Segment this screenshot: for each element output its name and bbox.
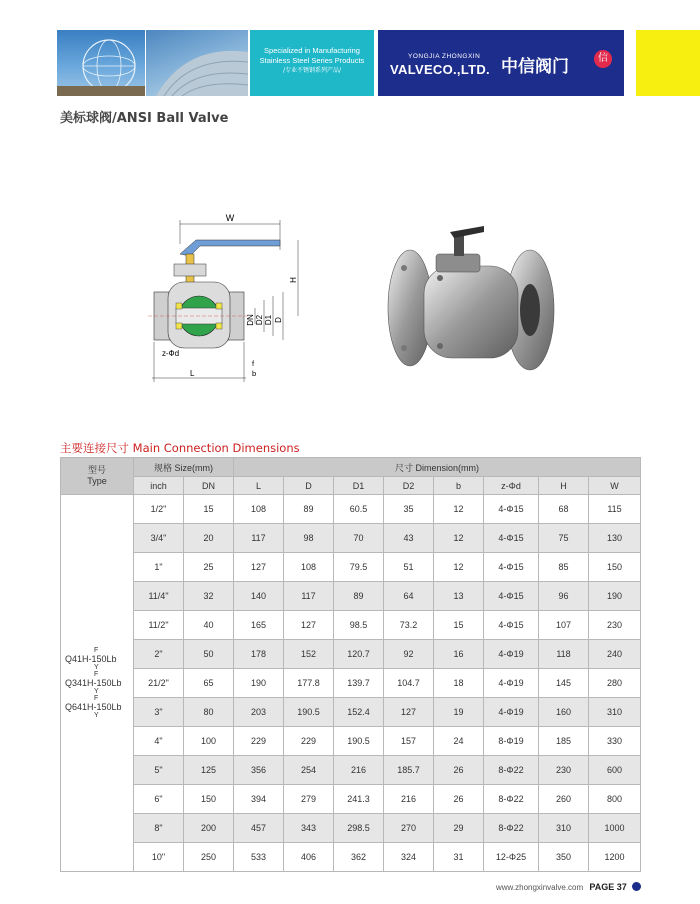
cell-dn: 80 — [184, 698, 234, 727]
brand-band — [378, 30, 624, 96]
label-d2: D2 — [255, 314, 264, 326]
table-row — [61, 785, 641, 814]
col-w: W — [589, 477, 641, 495]
cell-l: 165 — [234, 611, 284, 640]
table-row — [61, 843, 641, 872]
table-row — [61, 553, 641, 582]
label-d: D — [274, 317, 283, 323]
model-name: F Q341H-150Lb Y — [65, 671, 122, 695]
label-l: L — [190, 369, 195, 378]
valve-bonnet — [174, 264, 206, 276]
cell-zd: 4-Φ19 — [484, 640, 539, 669]
cell-d1: 216 — [334, 756, 384, 785]
cell-h: 107 — [539, 611, 589, 640]
type-header: 型号 Type — [61, 458, 134, 495]
cell-inch: 11/4" — [134, 582, 184, 611]
cell-zd: 12-Φ25 — [484, 843, 539, 872]
cell-d2: 324 — [384, 843, 434, 872]
cell-l: 108 — [234, 495, 284, 524]
cell-w: 330 — [589, 727, 641, 756]
header-photo-tank — [146, 30, 248, 96]
cell-inch: 4" — [134, 727, 184, 756]
table-row — [61, 524, 641, 553]
cell-zd: 4-Φ15 — [484, 553, 539, 582]
table-body — [61, 495, 641, 872]
cell-inch: 3" — [134, 698, 184, 727]
label-d1: D1 — [264, 314, 273, 326]
cell-d2: 35 — [384, 495, 434, 524]
cell-zd: 4-Φ15 — [484, 524, 539, 553]
cell-d2: 157 — [384, 727, 434, 756]
section-title: 主要连接尺寸 Main Connection Dimensions — [60, 441, 300, 455]
cell-b: 16 — [434, 640, 484, 669]
cell-zd: 8-Φ22 — [484, 814, 539, 843]
col-dn: DN — [184, 477, 234, 495]
col-bolt-holes: z-Φd — [484, 477, 539, 495]
cell-d: 190.5 — [284, 698, 334, 727]
page-footer — [496, 882, 641, 892]
cell-w: 280 — [589, 669, 641, 698]
cell-h: 185 — [539, 727, 589, 756]
label-b: b — [252, 369, 257, 378]
cell-d1: 152.4 — [334, 698, 384, 727]
cell-w: 150 — [589, 553, 641, 582]
model-name: F Q41H-150Lb Y — [65, 647, 117, 671]
cell-d1: 98.5 — [334, 611, 384, 640]
cell-inch: 6" — [134, 785, 184, 814]
cell-inch: 8" — [134, 814, 184, 843]
cell-b: 26 — [434, 785, 484, 814]
cell-w: 115 — [589, 495, 641, 524]
cell-d2: 104.7 — [384, 669, 434, 698]
cell-d2: 185.7 — [384, 756, 434, 785]
label-h: H — [289, 277, 298, 283]
size-header: 规格 Size(mm) — [134, 458, 234, 477]
cell-dn: 125 — [184, 756, 234, 785]
header-photo-globe — [57, 30, 145, 96]
cell-dn: 50 — [184, 640, 234, 669]
cell-w: 1200 — [589, 843, 641, 872]
col-d2: D2 — [384, 477, 434, 495]
cell-l: 457 — [234, 814, 284, 843]
table-row — [61, 640, 641, 669]
cell-b: 15 — [434, 611, 484, 640]
table-row — [61, 611, 641, 640]
cell-b: 31 — [434, 843, 484, 872]
col-d: D — [284, 477, 334, 495]
cell-h: 350 — [539, 843, 589, 872]
cell-h: 160 — [539, 698, 589, 727]
cell-inch: 2" — [134, 640, 184, 669]
cell-zd: 4-Φ19 — [484, 669, 539, 698]
cell-w: 130 — [589, 524, 641, 553]
cell-zd: 8-Φ22 — [484, 756, 539, 785]
cell-l: 117 — [234, 524, 284, 553]
cell-dn: 65 — [184, 669, 234, 698]
table-header-row-1 — [61, 458, 641, 477]
page-number: PAGE 37 — [589, 882, 627, 892]
cell-d1: 89 — [334, 582, 384, 611]
cell-d: 98 — [284, 524, 334, 553]
cell-b: 13 — [434, 582, 484, 611]
table-row — [61, 582, 641, 611]
cell-d1: 362 — [334, 843, 384, 872]
cell-d: 127 — [284, 611, 334, 640]
cell-w: 600 — [589, 756, 641, 785]
cell-dn: 15 — [184, 495, 234, 524]
cell-d1: 298.5 — [334, 814, 384, 843]
cell-d: 279 — [284, 785, 334, 814]
cell-w: 1000 — [589, 814, 641, 843]
table-row — [61, 698, 641, 727]
cell-inch: 1" — [134, 553, 184, 582]
col-b: b — [434, 477, 484, 495]
cell-d2: 270 — [384, 814, 434, 843]
valve-technical-drawing — [140, 210, 320, 390]
table-row — [61, 756, 641, 785]
table-row — [61, 727, 641, 756]
cell-d1: 60.5 — [334, 495, 384, 524]
cell-inch: 3/4" — [134, 524, 184, 553]
cell-d2: 216 — [384, 785, 434, 814]
cell-dn: 20 — [184, 524, 234, 553]
cell-d2: 64 — [384, 582, 434, 611]
cell-dn: 200 — [184, 814, 234, 843]
cell-l: 394 — [234, 785, 284, 814]
cell-inch: 5" — [134, 756, 184, 785]
brand-name-english: VALVECO.,LTD. — [390, 62, 490, 77]
valve-handle-lever — [180, 240, 280, 256]
cell-d2: 73.2 — [384, 611, 434, 640]
table-row — [61, 495, 641, 524]
label-f: f — [252, 359, 255, 368]
cell-zd: 4-Φ19 — [484, 698, 539, 727]
tagline-chinese: /专业不锈钢系列产品/ — [282, 67, 342, 74]
cell-zd: 8-Φ22 — [484, 785, 539, 814]
cell-w: 190 — [589, 582, 641, 611]
cell-d2: 43 — [384, 524, 434, 553]
tagline-line-2: Stainless Steel Series Products — [259, 56, 365, 65]
cell-d: 177.8 — [284, 669, 334, 698]
cell-h: 145 — [539, 669, 589, 698]
label-dn: DN — [246, 314, 255, 326]
cell-dn: 250 — [184, 843, 234, 872]
yellow-accent-block — [636, 30, 700, 96]
cell-d: 406 — [284, 843, 334, 872]
cell-d1: 139.7 — [334, 669, 384, 698]
cell-w: 230 — [589, 611, 641, 640]
cell-l: 229 — [234, 727, 284, 756]
cell-w: 240 — [589, 640, 641, 669]
page-title: 美标球阀/ANSI Ball Valve — [60, 111, 229, 126]
cell-l: 127 — [234, 553, 284, 582]
cell-w: 310 — [589, 698, 641, 727]
cell-zd: 4-Φ15 — [484, 582, 539, 611]
page-arrow-icon — [632, 882, 641, 891]
cell-l: 140 — [234, 582, 284, 611]
cell-d1: 241.3 — [334, 785, 384, 814]
steel-tank-image — [146, 30, 248, 96]
cell-d: 117 — [284, 582, 334, 611]
model-type-cell — [61, 495, 134, 872]
cell-dn: 32 — [184, 582, 234, 611]
cell-h: 310 — [539, 814, 589, 843]
cell-b: 29 — [434, 814, 484, 843]
cell-inch: 10" — [134, 843, 184, 872]
col-h: H — [539, 477, 589, 495]
cell-d: 152 — [284, 640, 334, 669]
cell-h: 230 — [539, 756, 589, 785]
table-row — [61, 669, 641, 698]
cell-zd: 8-Φ19 — [484, 727, 539, 756]
tagline-band — [250, 30, 374, 96]
cell-h: 96 — [539, 582, 589, 611]
cell-h: 260 — [539, 785, 589, 814]
dimensions-table — [60, 457, 641, 872]
globe-sculpture-image — [57, 30, 145, 96]
brand-name-chinese: 中信阀门 — [501, 57, 569, 77]
cell-h: 68 — [539, 495, 589, 524]
cell-b: 24 — [434, 727, 484, 756]
footer-url[interactable]: www.zhongxinvalve.com — [496, 883, 584, 892]
cell-d: 343 — [284, 814, 334, 843]
cell-b: 12 — [434, 495, 484, 524]
label-bolt-holes: z-Φd — [162, 349, 180, 358]
cell-l: 178 — [234, 640, 284, 669]
cell-dn: 150 — [184, 785, 234, 814]
cell-d1: 79.5 — [334, 553, 384, 582]
table-row — [61, 814, 641, 843]
cell-inch: 1/2" — [134, 495, 184, 524]
cell-b: 18 — [434, 669, 484, 698]
cell-d: 254 — [284, 756, 334, 785]
cell-h: 75 — [539, 524, 589, 553]
cell-w: 800 — [589, 785, 641, 814]
table-header-row-2 — [61, 477, 641, 495]
cell-l: 203 — [234, 698, 284, 727]
cell-h: 118 — [539, 640, 589, 669]
cell-d: 108 — [284, 553, 334, 582]
cell-inch: 21/2" — [134, 669, 184, 698]
cell-dn: 40 — [184, 611, 234, 640]
dimension-header: 尺寸 Dimension(mm) — [234, 458, 641, 477]
col-inch: inch — [134, 477, 184, 495]
cell-dn: 25 — [184, 553, 234, 582]
cell-b: 19 — [434, 698, 484, 727]
valve-product-photo — [380, 218, 560, 398]
brand-subtitle: YONGJIA ZHONGXIN — [408, 53, 481, 60]
cell-d1: 70 — [334, 524, 384, 553]
cell-b: 12 — [434, 553, 484, 582]
cell-h: 85 — [539, 553, 589, 582]
cell-d2: 51 — [384, 553, 434, 582]
cell-dn: 100 — [184, 727, 234, 756]
model-name: F Q641H-150Lb Y — [65, 695, 122, 719]
cell-l: 533 — [234, 843, 284, 872]
tagline-line-1: Specialized in Manufacturing — [264, 46, 360, 55]
cell-d2: 92 — [384, 640, 434, 669]
col-l: L — [234, 477, 284, 495]
cell-l: 356 — [234, 756, 284, 785]
cell-inch: 11/2" — [134, 611, 184, 640]
cell-d: 229 — [284, 727, 334, 756]
cell-b: 26 — [434, 756, 484, 785]
brand-logo-icon: 信 — [594, 50, 612, 68]
cell-d1: 120.7 — [334, 640, 384, 669]
cell-d2: 127 — [384, 698, 434, 727]
cell-zd: 4-Φ15 — [484, 611, 539, 640]
cell-d: 89 — [284, 495, 334, 524]
cell-d1: 190.5 — [334, 727, 384, 756]
cell-zd: 4-Φ15 — [484, 495, 539, 524]
cell-b: 12 — [434, 524, 484, 553]
cell-l: 190 — [234, 669, 284, 698]
label-w: W — [225, 213, 235, 223]
col-d1: D1 — [334, 477, 384, 495]
